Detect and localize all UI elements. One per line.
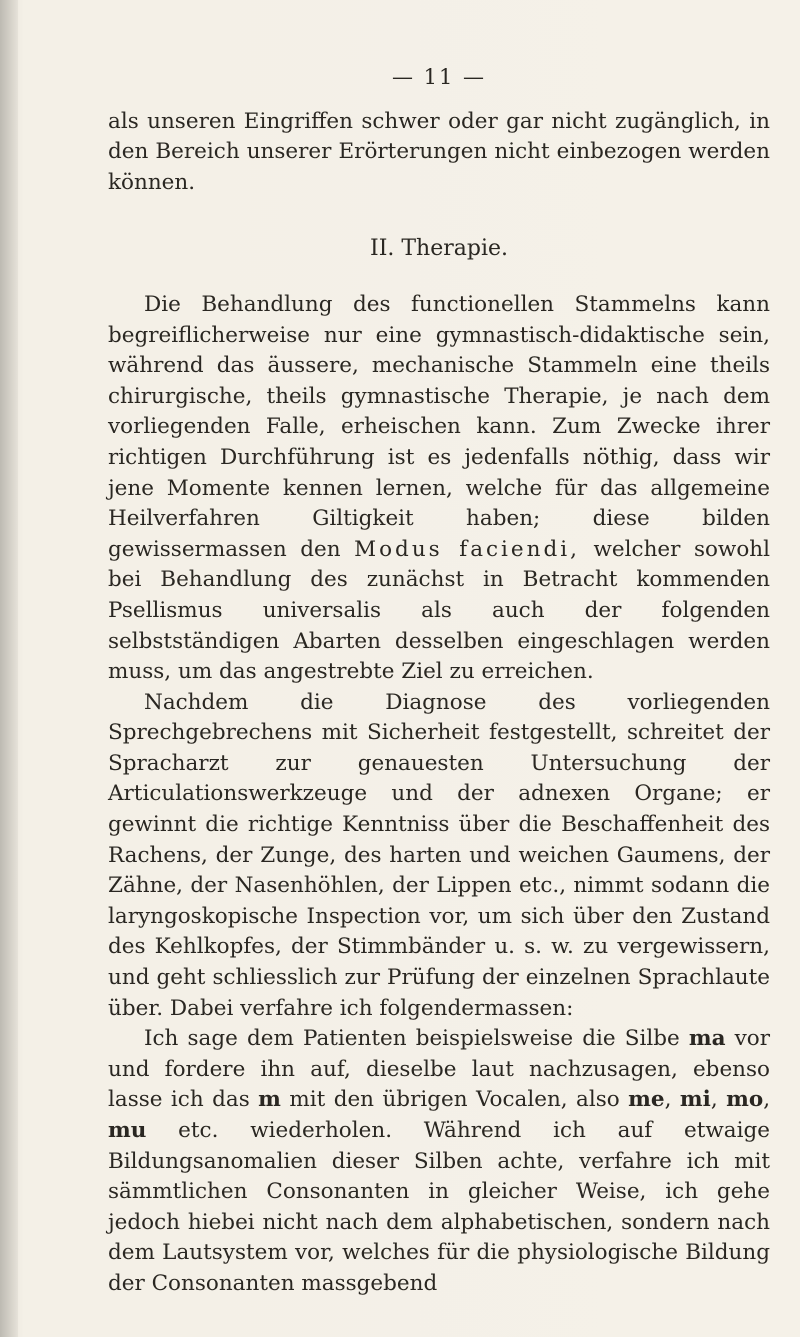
paragraph-text: vor und fordere ihn auf, dieselbe laut nachzusagen, ebenso lasse ich das (108, 1026, 771, 1113)
separator: , (710, 1087, 727, 1113)
section-heading: II. Therapie. (370, 236, 508, 262)
syllable-mi: mi (679, 1087, 711, 1113)
syllable-me: me (628, 1087, 665, 1113)
paragraph-text: Ich sage dem Patienten beispielsweise die Silbe (144, 1026, 689, 1052)
intro-paragraph: als unseren Eingriffen schwer oder gar nicht zugänglich, in den Bereich unserer Erörterungen nicht einbezogen werden können. (108, 108, 770, 195)
paragraph-text: etc. wiederholen. Während ich auf etwaige Bildungsanomalien dieser Silben achte, verfahre ich mit sämmtlichen Consonanten in gleicher Weise, ich gehe jedoch hiebei nicht nach dem alphabetischen, sondern nach dem Lautsystem vor, welches für die physiologische Bildung der Consonanten massgebend (108, 1118, 770, 1296)
paragraph-text: mit den übrigen Vocalen, also (280, 1087, 629, 1113)
emphasis-modus-faciendi: Modus faciendi, (354, 536, 580, 562)
page-content (108, 62, 770, 1300)
page-number: — 11 — (391, 65, 487, 89)
book-spine-shadow (0, 0, 18, 1337)
letter-m: m (258, 1087, 281, 1113)
separator: , (763, 1087, 771, 1113)
paragraph-text: welcher sowohl bei Behandlung des zunächst in Betracht kommenden Psellismus universalis als auch der folgenden selbstständigen Abarten desselben eingeschlagen werden muss, um das angestrebte Ziel zu erreichen. (108, 536, 770, 685)
paragraph-procedure (108, 1024, 770, 1299)
paragraph-diagnosis: Nachdem die Diagnose des vorliegenden Sprechgebrechens mit Sicherheit festgestellt, schreitet der Spracharzt zur genauesten Untersuchung der Articulationswerkzeuge und der adnexen Organe; er gewinnt die richtige Kenntniss über die Beschaffenheit des Rachens, der Zunge, des harten und weichen Gaumens, der Zähne, der Nasenhöhlen, der Lippen etc., nimmt sodann die laryngoskopische Inspection vor, um sich über den Zustand des Kehlkopfes, der Stimmbänder u. s. w. zu vergewissern, und geht schliesslich zur Prüfung der einzelnen Sprachlaute über. Dabei verfahre ich folgendermassen: (108, 689, 770, 1021)
separator: , (664, 1087, 680, 1113)
syllable-mo: mo (726, 1087, 764, 1113)
paragraph-text: Die Behandlung des functionellen Stammelns kann begreiflicherweise nur eine gymnastisch-didaktische sein, während das äussere, mechanische Stammeln eine theils chirurgische, theils gymnastische Therapie, je nach dem vorliegenden Falle, erheischen kann. Zum Zwecke ihrer richtigen Durchführung ist es jedenfalls nöthig, dass wir jene Momente kennen lernen, welche für das allgemeine Heilverfahren Giltigkeit haben; diese bilden gewissermassen den (108, 291, 770, 562)
syllable-mu: mu (108, 1118, 147, 1143)
syllable-ma: ma (688, 1026, 726, 1052)
paragraph-treatment (108, 290, 770, 688)
